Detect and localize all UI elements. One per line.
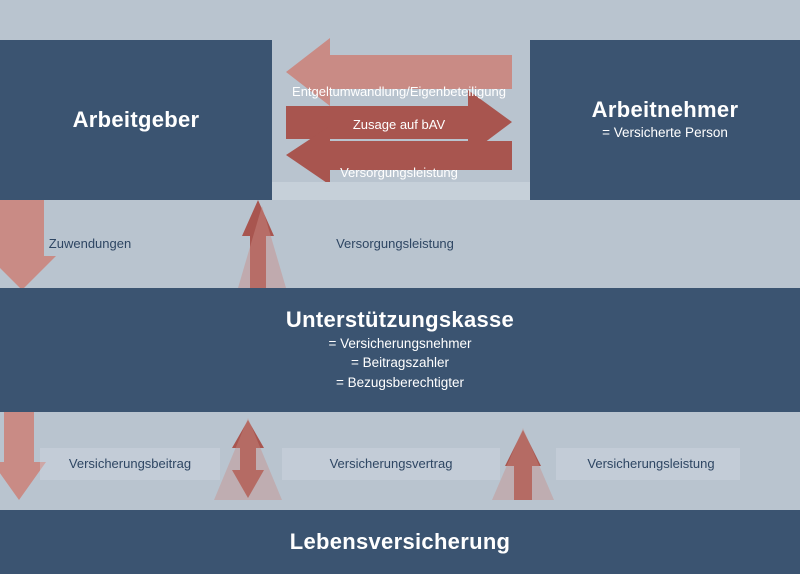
connector-bottom-bands [40, 448, 740, 480]
node-unterstuetzungskasse-title: Unterstützungskasse [285, 307, 515, 333]
node-unterstuetzungskasse-subtitle-3: = Bezugsberechtigter [336, 374, 464, 390]
node-arbeitnehmer[interactable] [530, 40, 800, 200]
arrow-versicherungsbeitrag [0, 412, 46, 500]
connector-top-band [272, 182, 530, 200]
arrow-label-versicherungsvertrag: Versicherungsvertrag [329, 456, 453, 471]
arrow-label-zusage-bav: Zusage auf bAV [352, 117, 446, 132]
arrow-label-versicherungsleistung: Versicherungsleistung [587, 456, 715, 471]
node-unterstuetzungskasse[interactable] [0, 288, 800, 412]
node-arbeitgeber-title: Arbeitgeber [72, 106, 200, 132]
arrow-label-versorgungsleistung-top: Versorgungsleistung [340, 165, 458, 180]
arrow-label-entgeltumwandlung: Entgeltumwandlung/Eigenbeteiligung [292, 84, 506, 99]
node-lebensversicherung-title: Lebensversicherung [289, 528, 511, 554]
node-arbeitnehmer-subtitle-1: = Versicherte Person [602, 125, 728, 141]
arrow-label-versorgungsleistung-mid: Versorgungsleistung [336, 236, 454, 251]
arrow-versicherungsleistung [492, 428, 554, 500]
node-arbeitnehmer-title: Arbeitnehmer [591, 97, 739, 123]
node-unterstuetzungskasse-subtitle-2: = Beitragszahler [351, 355, 449, 371]
node-arbeitgeber[interactable] [0, 40, 272, 200]
arrow-entgeltumwandlung [286, 38, 512, 106]
arrow-versicherungsvertrag [214, 418, 282, 500]
arrow-zuwendungen [0, 200, 272, 290]
node-lebensversicherung[interactable] [0, 510, 800, 574]
node-unterstuetzungskasse-subtitle-1: = Versicherungsnehmer [328, 335, 472, 351]
arrow-label-versicherungsbeitrag: Versicherungsbeitrag [68, 456, 192, 471]
arrow-label-zuwendungen: Zuwendungen [48, 236, 132, 251]
